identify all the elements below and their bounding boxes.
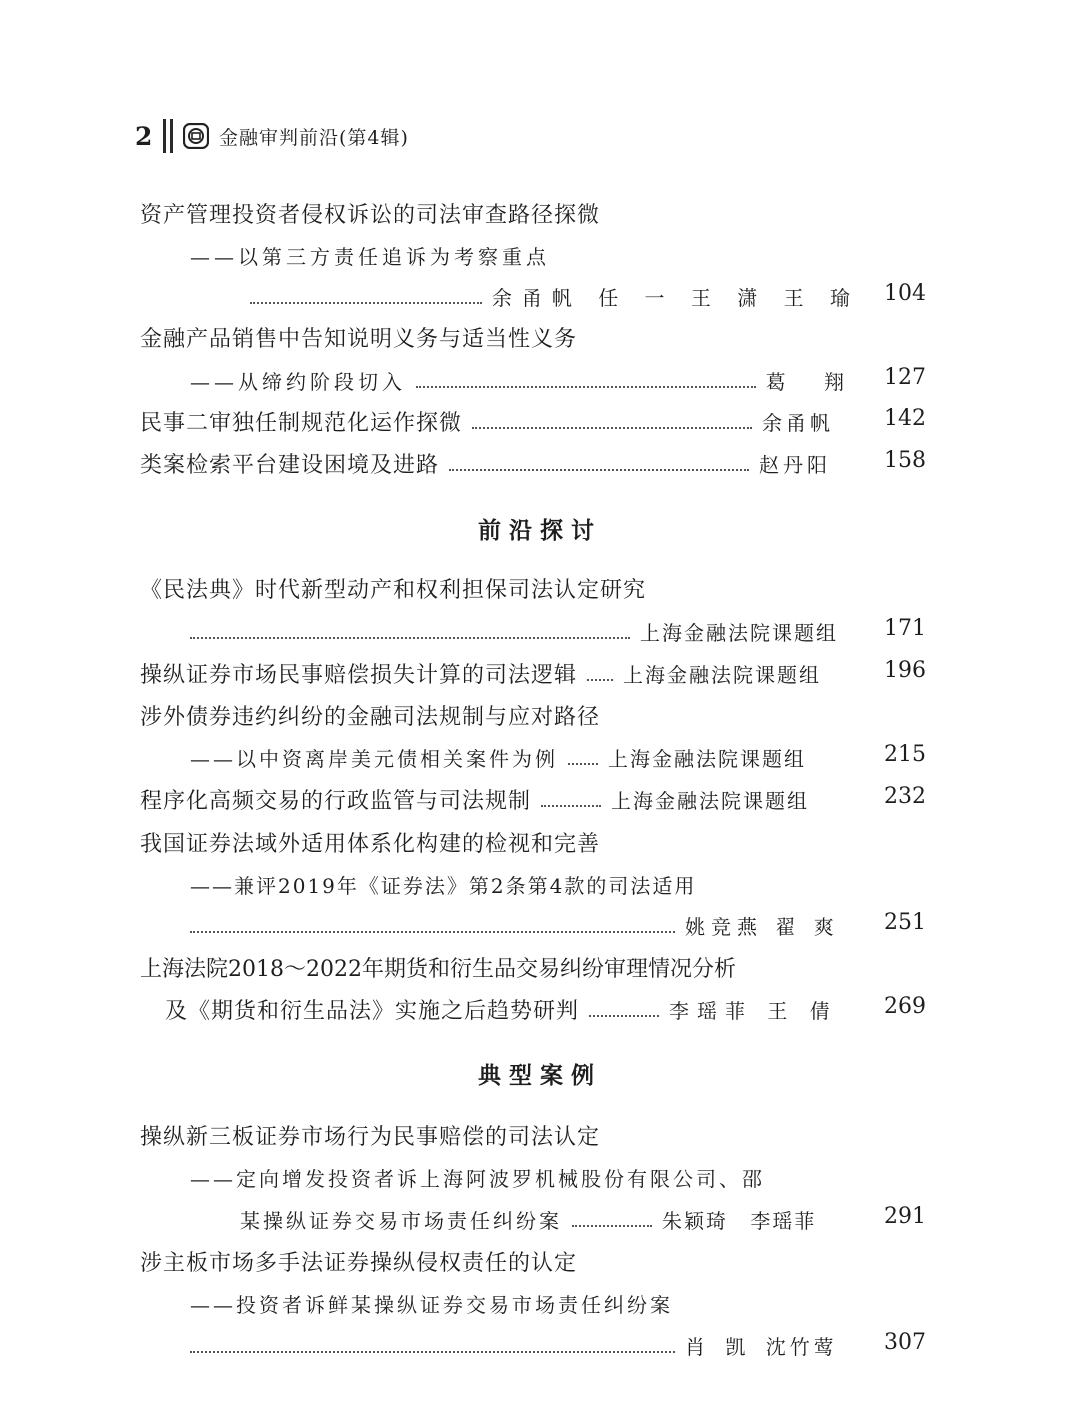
toc-entry-authors: 李瑶菲 王 倩 <box>669 998 838 1023</box>
toc-entry-authors: 余甬帆 任 一 王 潇 王 瑜 <box>491 285 860 310</box>
toc-entry-authors: 朱颖琦 李瑶菲 <box>662 1208 817 1233</box>
toc-entry-page: 269 <box>884 994 926 1019</box>
toc-entry-title: 操纵新三板证券市场行为民事赔偿的司法认定 <box>140 1124 601 1150</box>
toc-entry-leader <box>190 1327 838 1363</box>
toc-entry-title: 金融产品销售中告知说明义务与适当性义务 <box>140 326 578 352</box>
toc-entry-authors: 肖 凯 沈竹莺 <box>685 1334 838 1359</box>
toc-entry-subtitle: ——以中资离岸美元债相关案件为例 上海金融法院课题组 <box>190 739 806 775</box>
toc-entry-page: 158 <box>884 448 926 473</box>
toc-entry-title: 资产管理投资者侵权诉讼的司法审查路径探微 <box>140 202 601 228</box>
toc-entry-title: 程序化高频交易的行政监管与司法规制 上海金融法院课题组 <box>140 781 809 817</box>
toc-entry-title: 类案检索平台建设困境及进路 赵丹阳 <box>140 445 831 481</box>
toc-entry-page: 251 <box>884 910 926 935</box>
section-heading-cases: 典型案例 <box>478 1062 602 1089</box>
header-divider <box>163 119 173 153</box>
toc-entry-subtitle: ——投资者诉鲜某操纵证券交易市场责任纠纷案 <box>190 1292 673 1317</box>
toc-entry-page: 215 <box>884 742 926 767</box>
toc-entry-authors: 上海金融法院课题组 <box>640 620 838 645</box>
toc-entry-authors: 葛 翔 <box>765 369 860 394</box>
toc-entry-leader <box>190 907 840 943</box>
toc-entry-authors: 赵丹阳 <box>759 452 832 477</box>
book-title: 金融审判前沿(第4辑) <box>219 126 409 149</box>
toc-entry-subtitle: ——兼评2019年《证券法》第2条第4款的司法适用 <box>190 873 697 898</box>
toc-entry-page: 142 <box>884 406 926 431</box>
toc-entry-subtitle-continued: 某操纵证券交易市场责任纠纷案 朱颖琦 李瑶菲 <box>240 1201 816 1237</box>
toc-entry-leader <box>250 278 860 314</box>
toc-entry-page: 291 <box>884 1204 926 1229</box>
toc-entry-title-continued: 及《期货和衍生品法》实施之后趋势研判 李瑶菲 王 倩 <box>165 991 838 1027</box>
toc-entry-title: 涉外债券违约纠纷的金融司法规制与应对路径 <box>140 704 601 730</box>
toc-entry-authors: 姚竞燕 翟 爽 <box>685 914 840 939</box>
running-header <box>135 119 409 153</box>
toc-entry-authors: 上海金融法院课题组 <box>623 662 822 687</box>
toc-entry-title: 上海法院2018～2022年期货和衍生品交易纠纷审理情况分析 <box>140 956 736 982</box>
toc-entry-page: 104 <box>884 281 926 306</box>
toc-entry-authors: 余甬帆 <box>762 410 835 435</box>
toc-entry-title: 民事二审独任制规范化运作探微 余甬帆 <box>140 403 834 439</box>
toc-entry-authors: 上海金融法院课题组 <box>611 788 810 813</box>
toc-entry-authors: 上海金融法院课题组 <box>608 746 806 771</box>
toc-entry-title: 《民法典》时代新型动产和权利担保司法认定研究 <box>140 577 647 603</box>
toc-entry-page: 171 <box>884 616 926 641</box>
section-heading-frontier: 前沿探讨 <box>478 517 602 544</box>
toc-entry-page: 232 <box>884 784 926 809</box>
toc-entry-title: 操纵证券市场民事赔偿损失计算的司法逻辑 上海金融法院课题组 <box>140 655 821 691</box>
toc-entry-page: 307 <box>884 1330 926 1355</box>
toc-entry-subtitle: ——以第三方责任追诉为考察重点 <box>190 244 550 269</box>
toc-entry-title: 涉主板市场多手法证券操纵侵权责任的认定 <box>140 1250 578 1276</box>
toc-entry-page: 127 <box>884 365 926 390</box>
book-logo-icon <box>183 123 209 149</box>
page-number: 2 <box>135 121 153 151</box>
toc-entry-subtitle: ——从缔约阶段切入 葛 翔 <box>190 362 860 398</box>
toc-entry-leader <box>190 613 838 649</box>
toc-entry-page: 196 <box>884 658 926 683</box>
toc-entry-title: 我国证券法域外适用体系化构建的检视和完善 <box>140 831 601 857</box>
toc-entry-subtitle: ——定向增发投资者诉上海阿波罗机械股份有限公司、邵 <box>190 1166 765 1191</box>
